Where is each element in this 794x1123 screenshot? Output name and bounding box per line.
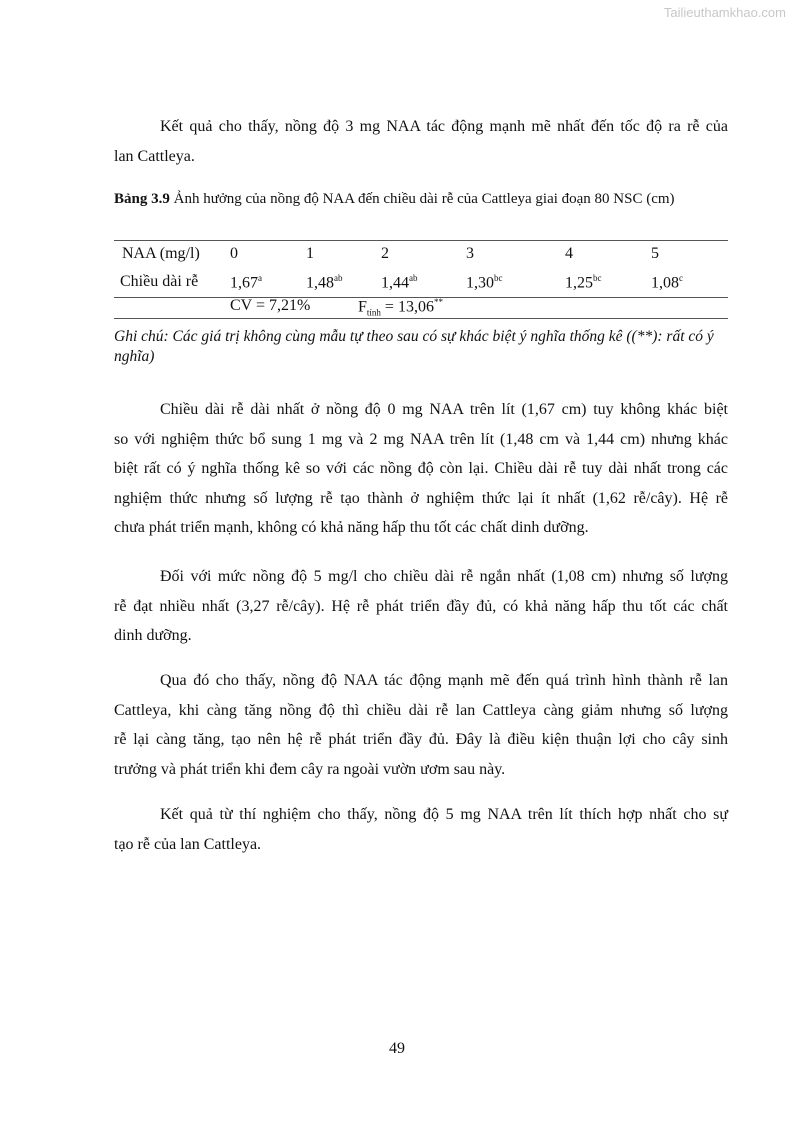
caption-label: Bảng 3.9	[114, 191, 170, 207]
length-value: 1,48	[306, 274, 334, 292]
length-cell	[306, 273, 343, 292]
paragraph-5	[114, 800, 728, 859]
text-line: rễ đạt nhiều nhất (3,27 rễ/cây). Hệ rễ phát triển đầy đủ, có khả năng hấp thu tốt các chất	[114, 597, 728, 615]
length-cell	[381, 273, 418, 292]
significance-letter: a	[258, 273, 262, 283]
text-line: Kết quả từ thí nghiệm cho thấy, nồng độ 5 mg NAA trên lít thích hợp nhất cho sự	[160, 806, 728, 823]
length-cell	[651, 273, 683, 292]
length-value: 1,44	[381, 274, 409, 292]
table-top-rule	[114, 240, 728, 241]
paragraph-4	[114, 666, 728, 784]
f-sig: **	[433, 297, 443, 307]
length-cell	[565, 273, 602, 292]
paragraph-2	[114, 395, 728, 543]
text-line: tạo rễ của lan Cattleya.	[114, 835, 262, 853]
caption-text: Ảnh hưởng của nồng độ NAA đến chiều dài rễ của Cattleya giai đoạn 80 NSC (cm)	[169, 191, 675, 207]
paragraph-1	[114, 112, 728, 171]
length-value: 1,25	[565, 274, 593, 292]
f-label: F	[358, 298, 367, 316]
text-line: nghiệm thức nhưng số lượng rễ tạo thành ở nghiệm thức lại ít nhất (1,62 rễ/cây). Hệ rễ	[114, 489, 728, 507]
concentration-cell: 5	[651, 245, 659, 262]
f-value	[358, 297, 443, 318]
significance-letter: bc	[593, 273, 602, 283]
significance-letter: bc	[494, 273, 503, 283]
length-cell	[230, 273, 262, 292]
f-sub: tính	[366, 307, 381, 318]
row-label-naa: NAA (mg/l)	[122, 245, 200, 262]
concentration-cell: 4	[565, 245, 573, 262]
table-bottom-rule	[114, 318, 728, 319]
table-caption	[114, 191, 675, 208]
cv-value: CV = 7,21%	[230, 297, 311, 314]
text-line: Chiều dài rễ dài nhất ở nồng độ 0 mg NAA trên lít (1,67 cm) tuy không khác biệt	[160, 401, 728, 418]
significance-letter: ab	[334, 273, 343, 283]
length-cell	[466, 273, 503, 292]
significance-letter: c	[679, 273, 683, 283]
significance-letter: ab	[409, 273, 418, 283]
text-line: trưởng và phát triển khi đem cây ra ngoài vườn ươm sau này.	[114, 760, 506, 778]
concentration-cell: 2	[381, 245, 389, 262]
concentration-cell: 0	[230, 245, 238, 262]
paragraph-3	[114, 562, 728, 651]
f-number: = 13,06	[380, 298, 434, 316]
text-line: chưa phát triển mạnh, không có khả năng hấp thu tốt các chất dinh dưỡng.	[114, 519, 589, 536]
row-label-length: Chiều dài rễ	[120, 273, 199, 290]
text-line: Kết quả cho thấy, nồng độ 3 mg NAA tác động mạnh mẽ nhất đến tốc độ ra rễ của	[160, 118, 728, 135]
text-line: dinh dưỡng.	[114, 627, 192, 644]
length-value: 1,08	[651, 274, 679, 292]
text-line: lan Cattleya.	[114, 147, 195, 165]
page-number: 49	[389, 1040, 405, 1057]
table-note: Ghi chú: Các giá trị không cùng mẫu tự theo sau có sự khác biệt ý nghĩa thống kê ((**): rất có ý nghĩa)	[114, 328, 714, 365]
text-line: biệt rất có ý nghĩa thống kê so với các nồng độ còn lại. Chiều dài rễ tuy dài nhất trong các	[114, 460, 728, 477]
concentration-cell: 1	[306, 245, 314, 262]
watermark: Tailieuthamkhao.com	[663, 5, 786, 20]
length-value: 1,30	[466, 274, 494, 292]
text-line: Cattleya, khi càng tăng nồng độ thì chiều dài rễ lan Cattleya càng giảm nhưng số lượng	[114, 701, 728, 719]
text-line: so với nghiệm thức bổ sung 1 mg và 2 mg NAA trên lít (1,48 cm và 1,44 cm) nhưng khác	[114, 430, 728, 448]
length-value: 1,67	[230, 274, 258, 292]
text-line: rễ lại càng tăng, tạo nên hệ rễ phát triển đầy đủ. Đây là điều kiện thuận lợi cho cây sinh	[114, 731, 728, 748]
concentration-cell: 3	[466, 245, 474, 262]
text-line: Đối với mức nồng độ 5 mg/l cho chiều dài rễ ngắn nhất (1,08 cm) nhưng số lượng	[160, 568, 728, 585]
text-line: Qua đó cho thấy, nồng độ NAA tác động mạnh mẽ đến quá trình hình thành rễ lan	[160, 672, 728, 689]
